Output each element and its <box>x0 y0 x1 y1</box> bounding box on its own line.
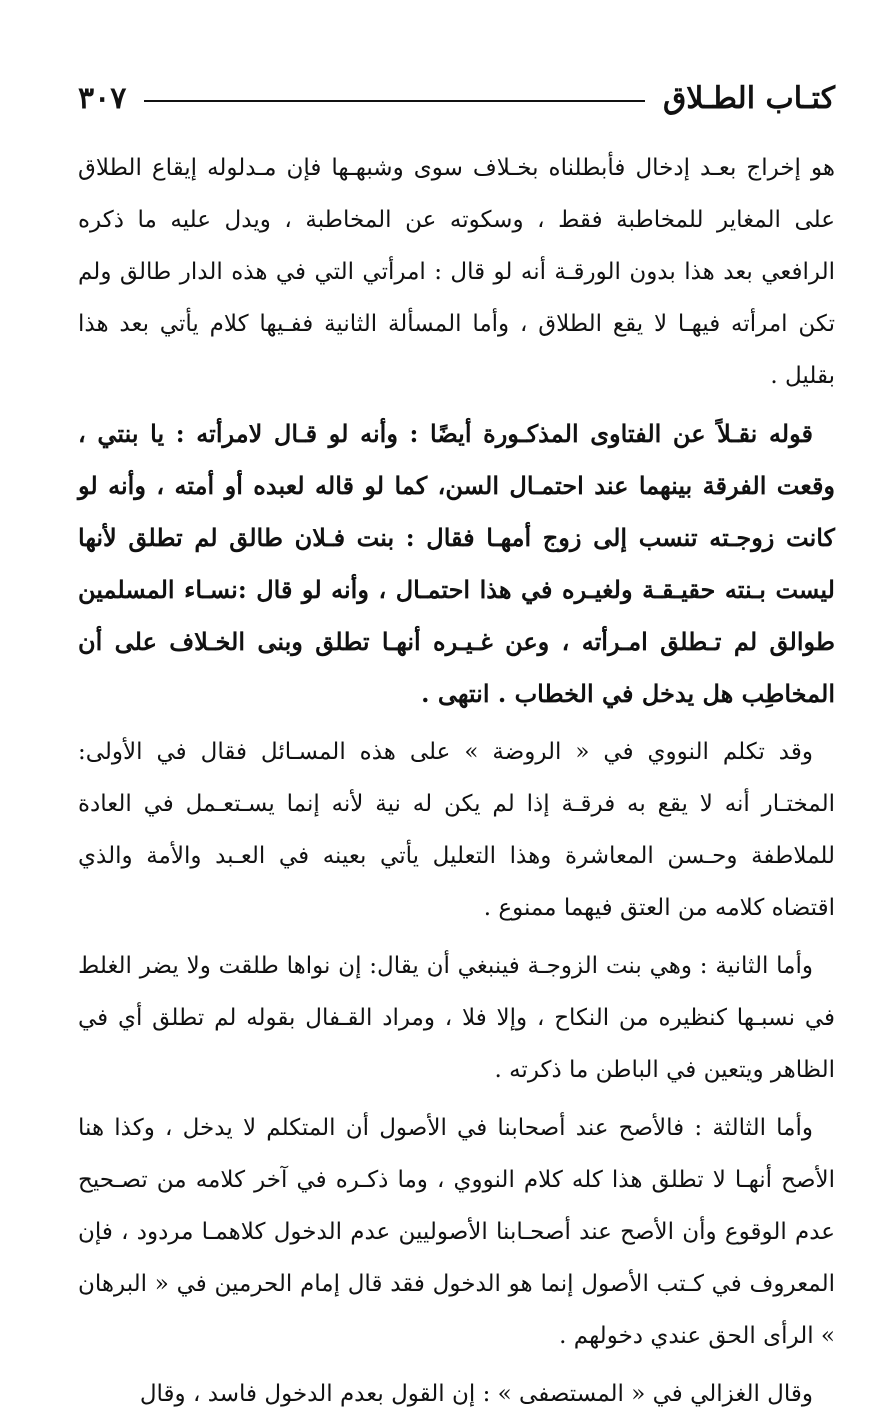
paragraph-5: وأما الثالثة : فالأصح عند أصحابنا في الأصول أن المتكلم لا يدخل ، وكذا هنا الأصح أنهـا لا تطلق هذا كله كلام النووي ، وما ذكـره في آخر كلامه من تصـحيح عدم الوقوع وأن الأصح عند أصحـابنا الأصوليين عدم الدخول كلاهمـا مردود ، فإن المعروف في كـتب الأصول إنما هو الدخول فقد قال إمام الحرمين في « البرهان » الرأى الحق عندي دخولهم . <box>78 1115 835 1349</box>
running-title: كتـاب الطـلاق <box>662 80 835 116</box>
paragraph-6: وقال الغزالي في « المستصفى » : إن القول بعدم الدخول فاسد ، وقال <box>139 1381 813 1407</box>
header-rule <box>144 100 645 102</box>
paragraph-1: هو إخراج بعـد إدخال فأبطلناه بخـلاف سوى وشبهـها فإن مـدلوله إيقاع الطلاق على المغاير للمخاطبة فقط ، وسكوته عن المخاطبة ، ويدل عليه ما ذكره الرافعي بعد هذا بدون الورقـة أنه لو قال : امرأتي التي في هذه الدار طالق ولم تكن امرأته فيهـا لا يقع الطلاق ، وأما المسألة الثانية ففـيها كلام يأتي بعد هذا بقليل . <box>78 155 835 389</box>
page-header <box>78 78 835 118</box>
paragraph-3: وقد تكلم النووي في « الروضة » على هذه المسـائل فقال في الأولى: المختـار أنه لا يقع به فرقـة إذا لم يكن له نية لأنه إنما يسـتعـمل في العادة للملاطفة وحـسن المعاشرة وهذا التعليل يأتي بعينه في العـبد والأمة والذي اقتضاه كلامه من العتق فيهما ممنوع . <box>78 739 835 921</box>
paragraph-2-quotation: قوله نقـلاً عن الفتاوى المذكـورة أيضًا : وأنه لو قـال لامرأته : يا بنتي ، وقعت الفرقة بينهما عند احتمـال السن، كما لو قاله لعبده أو أمته ، وأنه لو كانت زوجـته تنسب إلى زوج أمهـا فقال : بنت فـلان طالق لم تطلق لأنها ليست بـنته حقيـقـة ولغيـره في هذا احتمـال ، وأنه لو قال :نسـاء المسلمين طوالق لم تـطلق امـرأته ، وعن غـيـره أنهـا تطلق وبنى الخـلاف على أن المخاطِب هل يدخل في الخطاب . انتهى . <box>78 419 835 708</box>
paragraph-4: وأما الثانية : وهي بنت الزوجـة فينبغي أن يقال: إن نواها طلقت ولا يضر الغلط في نسبـها كنظيره من النكاح ، وإلا فلا ، ومراد القـفال بقوله لم تطلق أي في الظاهر ويتعين في الباطن ما ذكرته . <box>78 953 835 1083</box>
page-number: ٣٠٧ <box>78 80 127 116</box>
body-text <box>78 142 835 1420</box>
